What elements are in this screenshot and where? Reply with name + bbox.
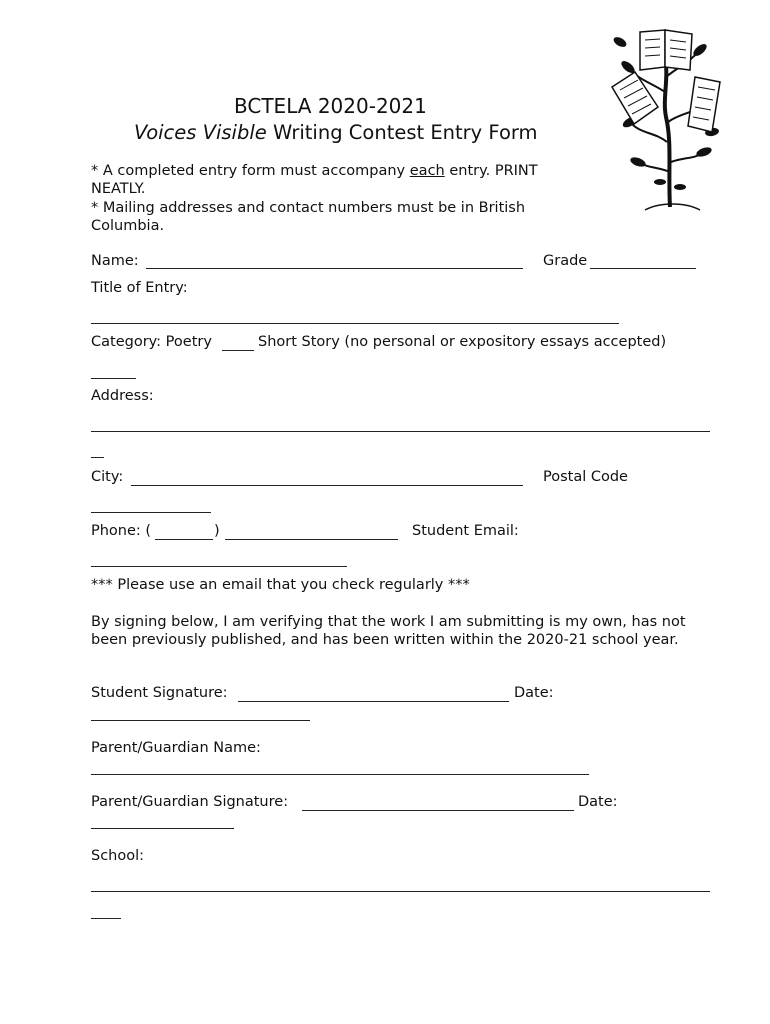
note-entry-form: * A completed entry form must accompany each entry. PRINT NEATLY. — [91, 163, 538, 197]
grade-label: Grade — [543, 253, 588, 269]
category-label: Category: Poetry — [91, 334, 212, 350]
declaration-text: By signing below, I am verifying that the work I am submitting is my own, has not been previously published, and has been written within the 2020-21 school year. — [91, 614, 686, 648]
student-date-label: Date: — [514, 685, 554, 701]
name-label: Name: — [91, 253, 139, 269]
phone-field[interactable] — [225, 539, 398, 540]
parent-signature-label: Parent/Guardian Signature: — [91, 794, 289, 810]
title-of-entry-field[interactable] — [91, 323, 619, 324]
postal-code-label: Postal Code — [543, 469, 628, 485]
poetry-field[interactable] — [222, 350, 254, 351]
address-field[interactable] — [91, 431, 710, 432]
student-date-field[interactable] — [91, 720, 310, 721]
address-field-overflow — [91, 457, 104, 458]
student-signature-field[interactable] — [238, 701, 509, 702]
contest-name: Voices Visible — [134, 121, 267, 144]
school-label: School: — [91, 848, 145, 864]
name-field[interactable] — [146, 268, 523, 269]
parent-signature-field[interactable] — [302, 810, 574, 811]
tree-books-logo — [600, 22, 730, 212]
parent-date-label: Date: — [578, 794, 618, 810]
parent-date-field[interactable] — [91, 828, 234, 829]
student-email-field[interactable] — [91, 566, 347, 567]
grade-field[interactable] — [590, 268, 696, 269]
student-signature-label: Student Signature: — [91, 685, 228, 701]
phone-close-paren: ) — [214, 523, 220, 539]
subtitle-rest: Writing Contest Entry Form — [266, 121, 538, 144]
school-field-overflow — [91, 918, 121, 919]
city-label: City: — [91, 469, 124, 485]
form-subtitle — [134, 121, 538, 144]
short-story-field[interactable] — [91, 378, 136, 379]
phone-label: Phone: ( — [91, 523, 152, 539]
form-title: BCTELA 2020-2021 — [234, 94, 427, 118]
parent-name-field[interactable] — [91, 774, 589, 775]
short-story-label: Short Story (no personal or expository essays accepted) — [258, 334, 667, 350]
area-code-field[interactable] — [155, 539, 213, 540]
school-field[interactable] — [91, 891, 710, 892]
parent-name-label: Parent/Guardian Name: — [91, 740, 261, 756]
email-note: *** Please use an email that you check regularly *** — [91, 577, 470, 593]
address-label: Address: — [91, 388, 154, 404]
student-email-label: Student Email: — [412, 523, 519, 539]
postal-code-field[interactable] — [91, 512, 211, 513]
note-mailing-address: * Mailing addresses and contact numbers must be in British Columbia. — [91, 200, 526, 234]
title-of-entry-label: Title of Entry: — [91, 280, 188, 296]
city-field[interactable] — [131, 485, 523, 486]
